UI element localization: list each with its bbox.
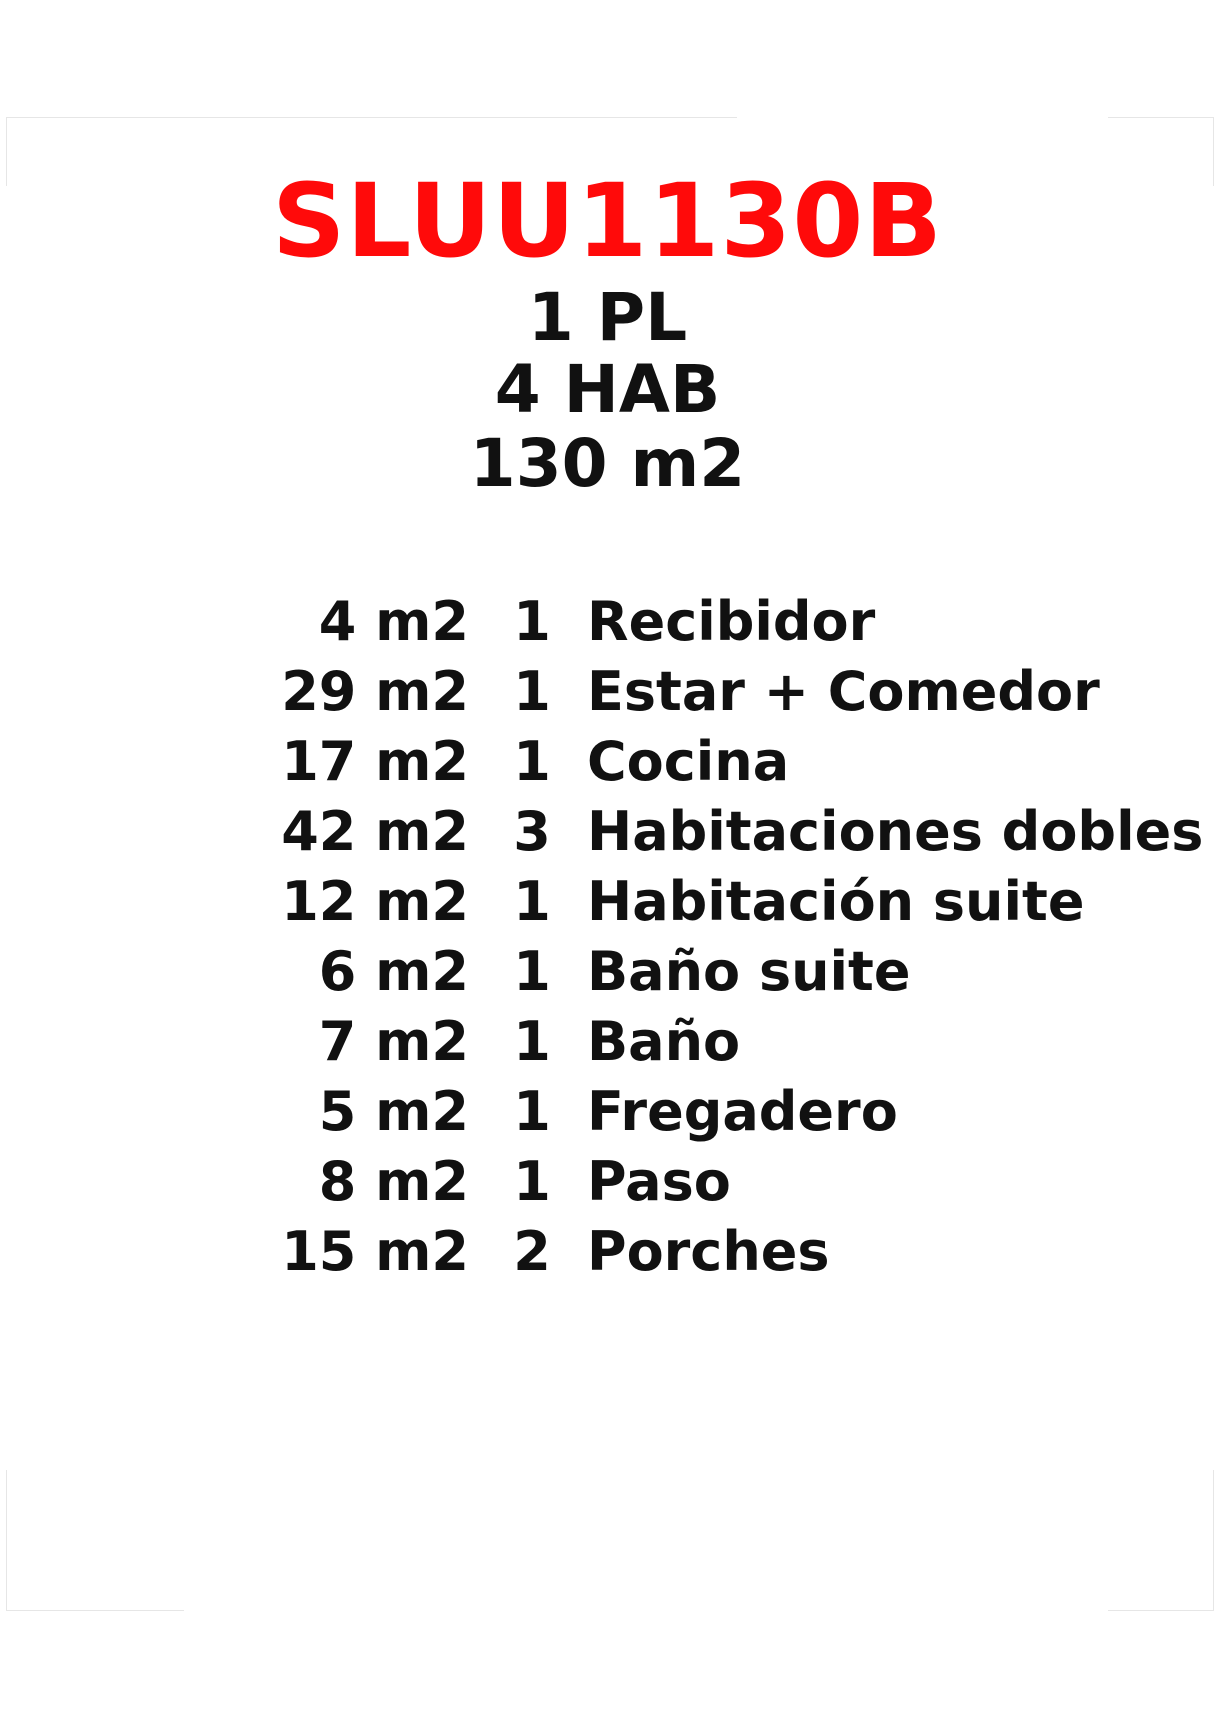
table-row <box>270 1217 1170 1287</box>
room-name: Porches <box>587 1220 830 1283</box>
plan-code-title: SLUU1130B <box>271 162 944 281</box>
room-quantity: 1 <box>513 940 551 1003</box>
table-row <box>270 797 1204 867</box>
room-area: 8 m2 <box>318 1150 469 1213</box>
room-name: Paso <box>587 1150 731 1213</box>
room-name: Habitación suite <box>587 870 1085 933</box>
room-area: 29 m2 <box>281 660 469 723</box>
room-area: 12 m2 <box>281 870 469 933</box>
table-row <box>270 657 1170 727</box>
room-name: Cocina <box>587 730 790 793</box>
floors-count: 1 PL <box>527 279 688 356</box>
frame-corner-bottom-left <box>6 1470 184 1611</box>
table-row <box>270 1077 1170 1147</box>
table-row <box>270 937 1170 1007</box>
room-area: 15 m2 <box>281 1220 469 1283</box>
room-name: Recibidor <box>587 590 876 653</box>
room-quantity: 1 <box>513 870 551 933</box>
room-name: Habitaciones dobles <box>587 800 1204 863</box>
table-row <box>270 1007 1170 1077</box>
room-quantity: 1 <box>513 730 551 793</box>
frame-corner-bottom-right <box>1108 1470 1214 1611</box>
room-name: Baño suite <box>587 940 911 1003</box>
room-area: 4 m2 <box>318 590 469 653</box>
bedrooms-count: 4 HAB <box>494 351 721 428</box>
room-quantity: 1 <box>513 1150 551 1213</box>
room-area: 6 m2 <box>318 940 469 1003</box>
room-quantity: 3 <box>513 800 551 863</box>
room-name: Estar + Comedor <box>587 660 1100 723</box>
room-area: 5 m2 <box>318 1080 469 1143</box>
table-row <box>270 587 1170 657</box>
total-area: 130 m2 <box>469 425 746 502</box>
room-quantity: 1 <box>513 1010 551 1073</box>
room-quantity: 2 <box>513 1220 551 1283</box>
table-row <box>270 727 1170 797</box>
room-name: Baño <box>587 1010 741 1073</box>
room-area: 42 m2 <box>281 800 469 863</box>
room-name: Fregadero <box>587 1080 898 1143</box>
table-row <box>270 1147 1170 1217</box>
room-quantity: 1 <box>513 1080 551 1143</box>
room-area: 7 m2 <box>318 1010 469 1073</box>
room-quantity: 1 <box>513 660 551 723</box>
room-area: 17 m2 <box>281 730 469 793</box>
table-row <box>270 867 1170 937</box>
room-quantity: 1 <box>513 590 551 653</box>
rooms-table <box>270 587 1204 1287</box>
